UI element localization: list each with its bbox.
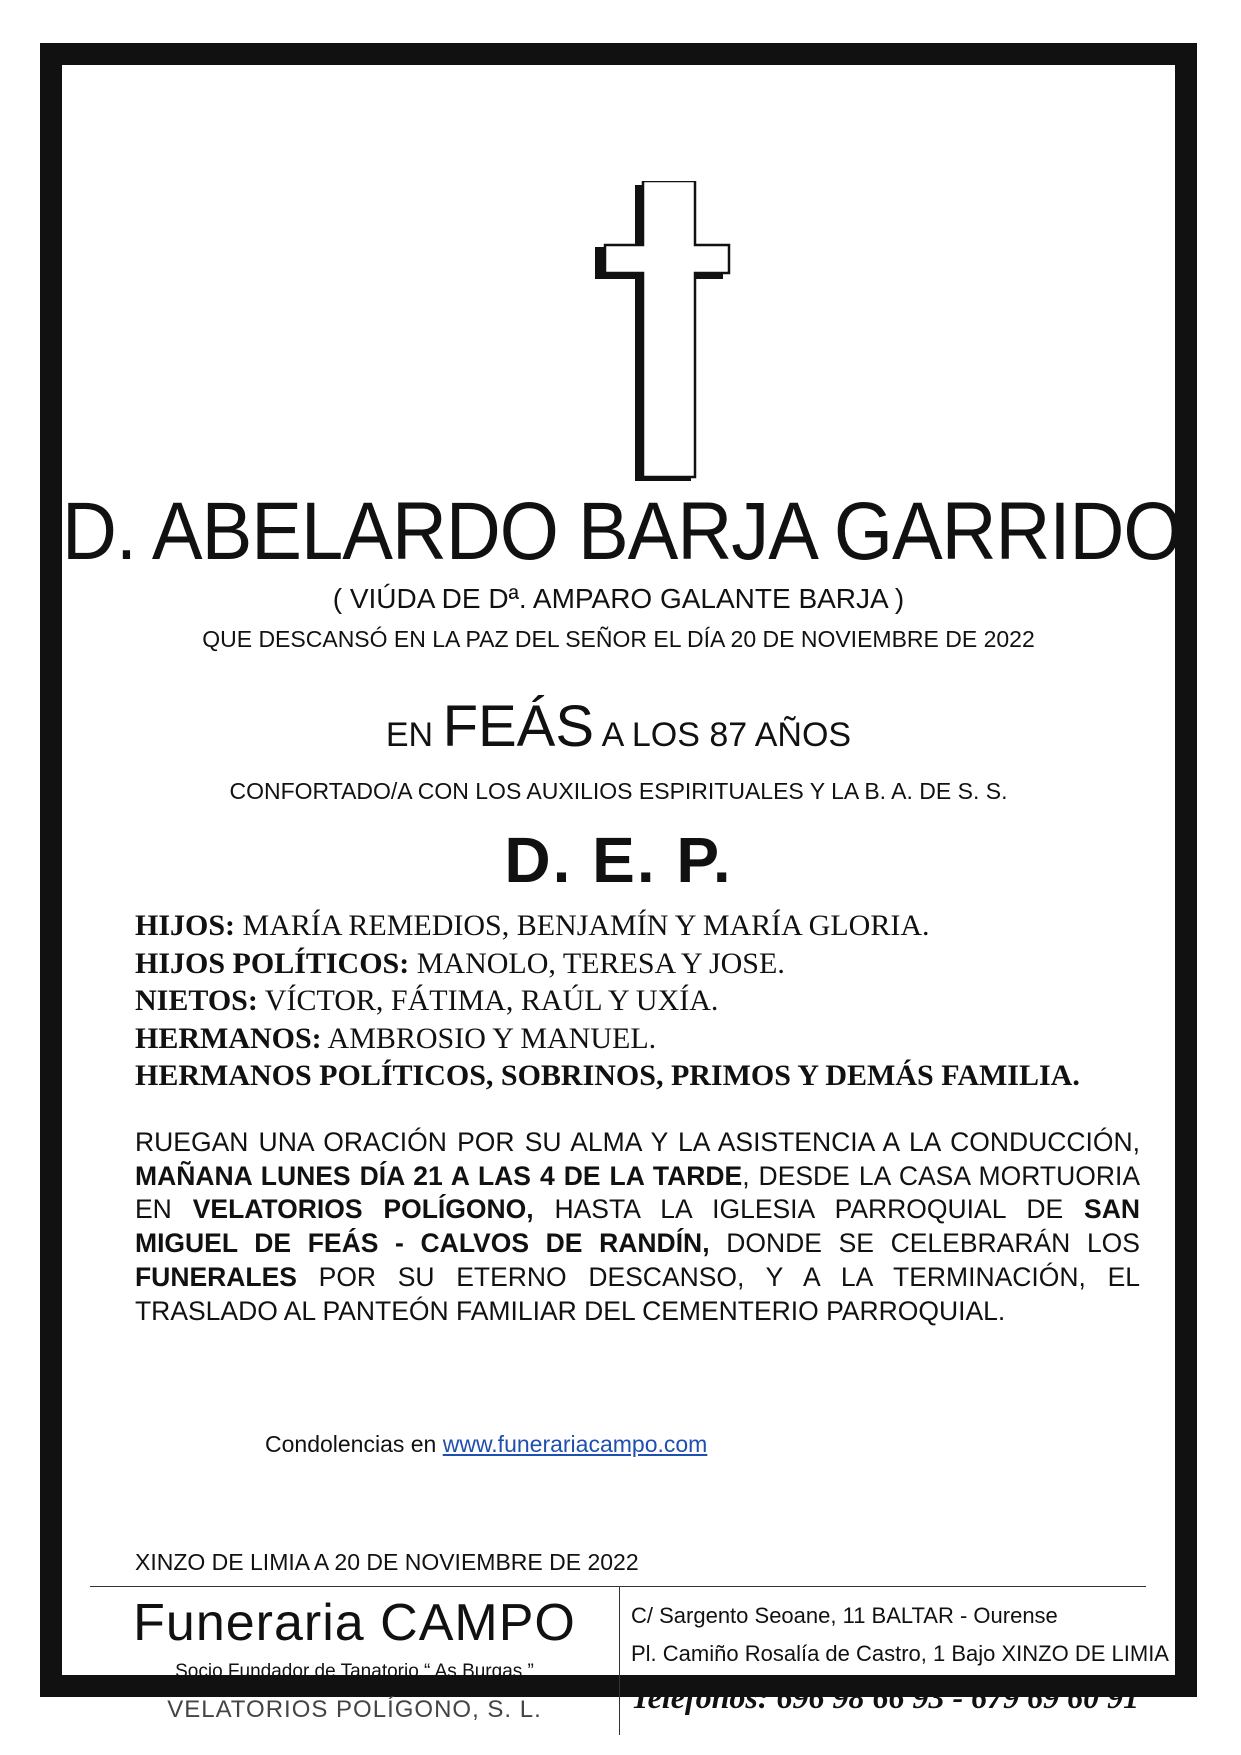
family-list — [135, 907, 1145, 1095]
prayer-bold: SAN MIGUEL DE FEÁS - CALVOS DE RANDÍN, — [135, 1194, 1140, 1259]
family-names: AMBROSIO Y MANUEL. — [327, 1021, 657, 1055]
condolences-text: Condolencias en — [265, 1431, 437, 1457]
prayer-bold: VELATORIOS POLÍGONO, — [192, 1194, 534, 1225]
family-row — [135, 982, 1145, 1020]
prayer-text: DONDE SE CELEBRARÁN LOS — [726, 1228, 1140, 1259]
place-name: FEÁS — [442, 694, 595, 759]
family-row — [135, 1020, 1145, 1058]
family-label: HIJOS POLÍTICOS: — [135, 946, 410, 980]
family-label: HIJOS: — [135, 909, 236, 942]
funeral-home-brand — [90, 1593, 619, 1724]
comfort-line: CONFORTADO/A CON LOS AUXILIOS ESPIRITUALES Y LA B. A. DE S. S. — [229, 778, 1008, 804]
rest-date-line: QUE DESCANSÓ EN LA PAZ DEL SEÑOR EL DÍA 20 DE NOVIEMBRE DE 2022 — [202, 626, 1035, 652]
dep-heading: D. E. P. — [504, 824, 733, 896]
prayer-paragraph — [135, 1126, 1140, 1328]
age-text: A LOS 87 AÑOS — [601, 716, 852, 754]
brand-title: Funeraria CAMPO — [133, 1594, 576, 1652]
prayer-bold: MAÑANA LUNES DÍA 21 A LAS 4 DE LA TARDE — [135, 1160, 743, 1191]
prayer-text: HASTA LA IGLESIA PARROQUIAL DE — [554, 1194, 1064, 1225]
place-prefix: EN — [385, 716, 434, 754]
widow-of: ( VIÚDA DE Dª. AMPARO GALANTE BARJA ) — [332, 583, 905, 614]
footer-vertical-divider — [619, 1587, 620, 1735]
dateline: XINZO DE LIMIA A 20 DE NOVIEMBRE DE 2022 — [135, 1549, 639, 1575]
prayer-text: RUEGAN UNA ORACIÓN POR SU ALMA Y LA ASISTENCIA A LA CONDUCCIÓN, — [135, 1127, 1140, 1157]
family-label: HERMANOS: — [135, 1021, 322, 1055]
address-block — [631, 1597, 1169, 1673]
condolences-line — [265, 1431, 707, 1458]
family-names: VÍCTOR, FÁTIMA, RAÚL Y UXÍA. — [264, 984, 719, 1018]
deceased-name: D. ABELARDO BARJA GARRIDO — [62, 485, 1182, 578]
brand-velatorios: VELATORIOS POLÍGONO, S. L. — [167, 1696, 542, 1723]
condolences-link[interactable]: www.funerariacampo.com — [442, 1431, 708, 1457]
footer-divider — [90, 1586, 1146, 1587]
prayer-text: POR SU ETERNO DESCANSO, Y A LA TERMINACIÓN, EL TRASLADO AL PANTEÓN FAMILIAR DEL CEMENTERIO PARROQUIAL. — [135, 1261, 1140, 1326]
family-row — [135, 1057, 1145, 1095]
address-line-1: C/ Sargento Seoane, 11 BALTAR - Ourense — [631, 1603, 1058, 1628]
phone-numbers: Teléfonos: 696 98 66 93 - 679 69 60 91 — [631, 1679, 1140, 1715]
family-names: MANOLO, TERESA Y JOSE. — [416, 946, 785, 980]
prayer-text: , DESDE LA CASA MORTUORIA EN — [135, 1160, 1140, 1225]
place-age-line — [62, 693, 1175, 760]
family-row — [135, 945, 1145, 983]
cross-icon — [587, 181, 777, 491]
notice-frame — [40, 43, 1197, 1723]
brand-socio: Socio Fundador de Tanatorio “ As Burgas ” — [175, 1661, 534, 1682]
prayer-bold: FUNERALES — [135, 1261, 297, 1292]
family-label: NIETOS: — [135, 984, 258, 1018]
address-line-2: Pl. Camiño Rosalía de Castro, 1 Bajo XINZO DE LIMIA — [631, 1641, 1169, 1666]
family-names: MARÍA REMEDIOS, BENJAMÍN Y MARÍA GLORIA. — [242, 909, 930, 942]
family-label: HERMANOS POLÍTICOS, SOBRINOS, PRIMOS Y DEMÁS FAMILIA. — [135, 1059, 1080, 1093]
family-row — [135, 907, 1145, 945]
